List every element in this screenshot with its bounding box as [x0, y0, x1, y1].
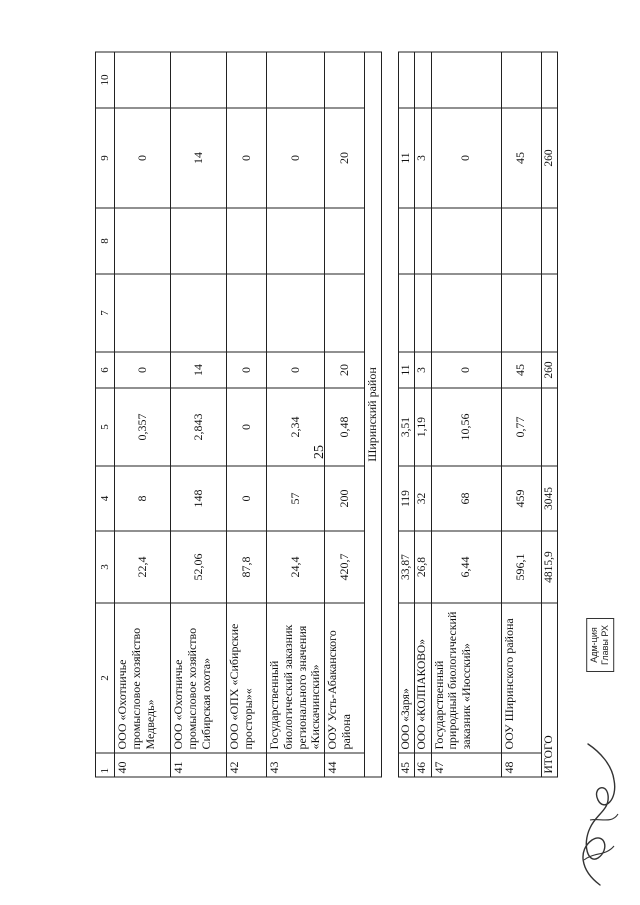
- section-title: Ширинский район: [365, 52, 382, 777]
- cell-c6: 11: [399, 352, 415, 388]
- cell-c9: 20: [325, 108, 365, 208]
- cell-c8: [501, 208, 541, 274]
- cell-c6: 3: [415, 352, 431, 388]
- cell-area: 420,7: [325, 531, 365, 603]
- cell-c10: [431, 52, 501, 108]
- cell-c10: [325, 52, 365, 108]
- signature-icon: [570, 740, 630, 890]
- cell-c8: [115, 208, 171, 274]
- total-area: 4815,9: [541, 531, 557, 603]
- cell-c6: 0: [431, 352, 501, 388]
- cell-c7: [415, 274, 431, 352]
- row-number: 48: [501, 753, 541, 777]
- cell-c7: [171, 274, 227, 352]
- entity-name: Государственный природный биологический заказник «Июсский»: [431, 603, 501, 753]
- total-c9: 260: [541, 108, 557, 208]
- table-row: [267, 52, 325, 777]
- entity-name: ООО «КОЛПАКОВО»: [415, 603, 431, 753]
- total-c10: [541, 52, 557, 108]
- cell-c7: [501, 274, 541, 352]
- cell-c7: [431, 274, 501, 352]
- cell-c9: 3: [415, 108, 431, 208]
- cell-c6: 0: [115, 352, 171, 388]
- header-cell: 6: [96, 352, 115, 388]
- cell-count: 68: [431, 466, 501, 531]
- header-cell: 4: [96, 466, 115, 531]
- cell-c7: [325, 274, 365, 352]
- table-row: [227, 52, 267, 777]
- cell-count: 32: [415, 466, 431, 531]
- cell-c7: [227, 274, 267, 352]
- cell-c9: 14: [171, 108, 227, 208]
- cell-area: 33,87: [399, 531, 415, 603]
- cell-c9: 11: [399, 108, 415, 208]
- cell-c9: 0: [431, 108, 501, 208]
- cell-count: 8: [115, 466, 171, 531]
- cell-density: 3,51: [399, 388, 415, 466]
- table-row: [501, 52, 541, 777]
- entity-name: ООО «Охотничье промысловое хозяйство Сибирская охота»: [171, 603, 227, 753]
- cell-count: 200: [325, 466, 365, 531]
- cell-c8: [267, 208, 325, 274]
- cell-density: 0: [227, 388, 267, 466]
- cell-density: 1,19: [415, 388, 431, 466]
- cell-c10: [227, 52, 267, 108]
- cell-c10: [171, 52, 227, 108]
- cell-area: 596,1: [501, 531, 541, 603]
- cell-count: 57: [267, 466, 325, 531]
- cell-count: 459: [501, 466, 541, 531]
- section-row: [365, 52, 382, 777]
- table-row: [325, 52, 365, 777]
- cell-c9: 45: [501, 108, 541, 208]
- cell-area: 6,44: [431, 531, 501, 603]
- cell-c8: [399, 208, 415, 274]
- cell-density: 2,843: [171, 388, 227, 466]
- header-cell: 3: [96, 531, 115, 603]
- header-cell: 1: [96, 753, 115, 777]
- row-number: 44: [325, 753, 365, 777]
- row-number: 40: [115, 753, 171, 777]
- cell-c10: [399, 52, 415, 108]
- page-number: 25: [312, 445, 327, 459]
- entity-name: Государственный биологический заказник регионального значения «Кискачинский»: [267, 603, 325, 753]
- cell-c6: 45: [501, 352, 541, 388]
- header-cell: 5: [96, 388, 115, 466]
- cell-density: 10,56: [431, 388, 501, 466]
- entity-name: ООО «ОПХ «Сибирские просторы»«: [227, 603, 267, 753]
- spacer-cell: [382, 52, 399, 777]
- cell-c6: 20: [325, 352, 365, 388]
- cell-density: 0,48: [325, 388, 365, 466]
- cell-c6: 0: [227, 352, 267, 388]
- data-table-wrapper: [95, 53, 555, 778]
- header-cell: 7: [96, 274, 115, 352]
- cell-area: 22,4: [115, 531, 171, 603]
- entity-name: ООУ Усть-Абаканского района: [325, 603, 365, 753]
- cell-c8: [171, 208, 227, 274]
- cell-density: 0,77: [501, 388, 541, 466]
- cell-c7: [115, 274, 171, 352]
- cell-c8: [227, 208, 267, 274]
- header-cell: 8: [96, 208, 115, 274]
- data-table: [95, 52, 558, 778]
- row-number: 41: [171, 753, 227, 777]
- cell-c6: 0: [267, 352, 325, 388]
- table-row: [431, 52, 501, 777]
- cell-c7: [399, 274, 415, 352]
- entity-name: ООУ Ширинского района: [501, 603, 541, 753]
- cell-density: 0,357: [115, 388, 171, 466]
- header-row: [96, 52, 115, 777]
- cell-c10: [415, 52, 431, 108]
- entity-name: ООО «Заря»: [399, 603, 415, 753]
- header-cell: 10: [96, 52, 115, 108]
- table-row: [399, 52, 415, 777]
- cell-c10: [501, 52, 541, 108]
- table-row: [171, 52, 227, 777]
- cell-area: 87,8: [227, 531, 267, 603]
- cell-c9: 0: [115, 108, 171, 208]
- row-number: 43: [267, 753, 325, 777]
- cell-c9: 0: [267, 108, 325, 208]
- cell-c8: [325, 208, 365, 274]
- cell-count: 119: [399, 466, 415, 531]
- total-c7: [541, 274, 557, 352]
- cell-c10: [115, 52, 171, 108]
- header-cell: 9: [96, 108, 115, 208]
- cell-density: 2,34: [267, 388, 325, 466]
- total-c5: [541, 388, 557, 466]
- row-number: 46: [415, 753, 431, 777]
- entity-name: ООО «Охотничье промысловое хозяйство Медведь»: [115, 603, 171, 753]
- stamp-line-1: Адм-ция: [589, 627, 600, 663]
- total-c8: [541, 208, 557, 274]
- row-number: 42: [227, 753, 267, 777]
- total-row: [541, 52, 557, 777]
- cell-area: 24,4: [267, 531, 325, 603]
- total-label: ИТОГО: [541, 603, 557, 777]
- cell-c6: 14: [171, 352, 227, 388]
- cell-count: 148: [171, 466, 227, 531]
- row-number: 45: [399, 753, 415, 777]
- spacer-row: [382, 52, 399, 777]
- row-number: 47: [431, 753, 501, 777]
- cell-c8: [415, 208, 431, 274]
- cell-c10: [267, 52, 325, 108]
- header-cell: 2: [96, 603, 115, 753]
- cell-c8: [431, 208, 501, 274]
- stamp-line-2: Главы РХ: [600, 625, 610, 665]
- cell-area: 26,8: [415, 531, 431, 603]
- cell-c9: 0: [227, 108, 267, 208]
- table-row: [115, 52, 171, 777]
- cell-count: 0: [227, 466, 267, 531]
- total-c6: 260: [541, 352, 557, 388]
- cell-c7: [267, 274, 325, 352]
- cell-area: 52,06: [171, 531, 227, 603]
- total-count: 3045: [541, 466, 557, 531]
- office-stamp: [586, 618, 614, 672]
- table-row: [415, 52, 431, 777]
